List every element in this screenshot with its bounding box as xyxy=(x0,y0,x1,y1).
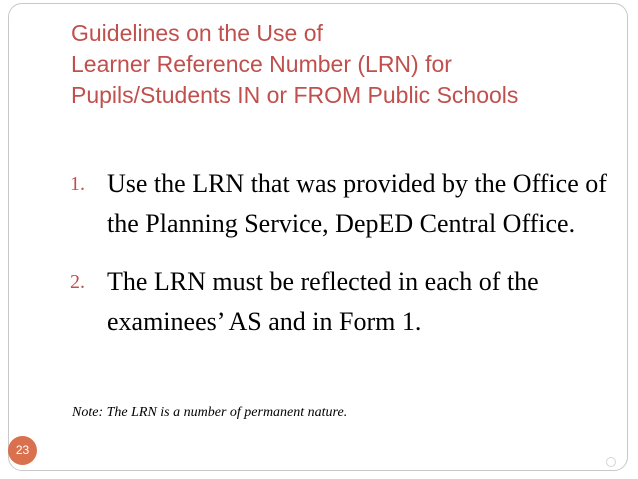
guideline-text-1: Use the LRN that was provided by the Office of the Planning Service, DepED Central Office. xyxy=(107,169,607,238)
guideline-item-2 xyxy=(70,262,610,342)
footnote: Note: The LRN is a number of permanent nature. xyxy=(72,405,348,420)
guideline-item-1 xyxy=(70,164,610,244)
guideline-number-2: 2. xyxy=(70,271,85,293)
guideline-number-1: 1. xyxy=(70,173,85,195)
guideline-list xyxy=(70,164,610,342)
slide-title xyxy=(71,18,611,111)
corner-dot-icon xyxy=(606,457,616,467)
title-line-3: Pupils/Students IN or FROM Public Schools xyxy=(71,82,519,108)
slide-number-badge: 23 xyxy=(8,436,37,465)
title-line-2: Learner Reference Number (LRN) for xyxy=(71,51,452,77)
title-line-1: Guidelines on the Use of xyxy=(71,20,323,46)
guideline-text-2: The LRN must be reflected in each of the examinees’ AS and in Form 1. xyxy=(107,267,539,336)
